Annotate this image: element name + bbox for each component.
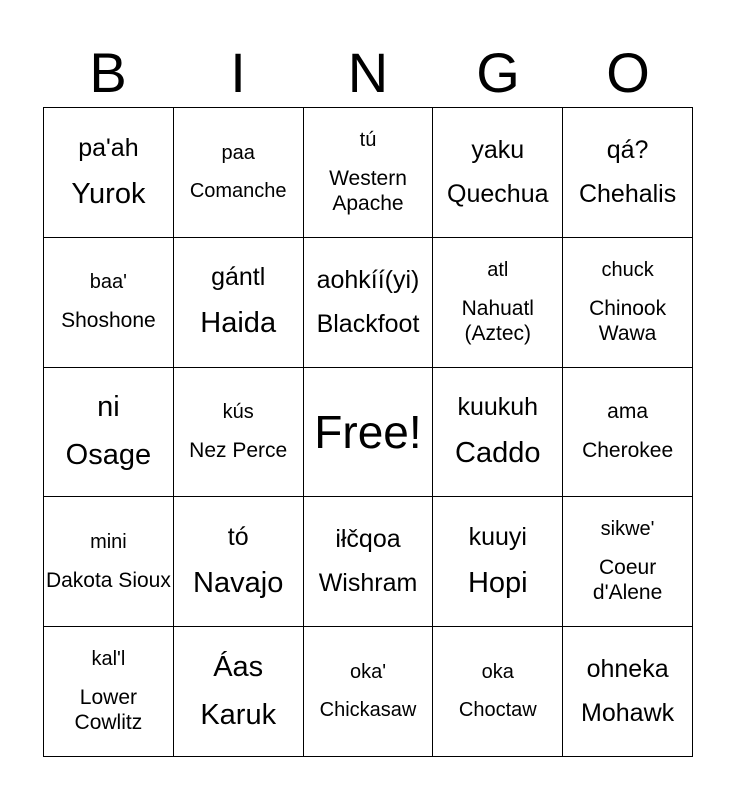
cell-language: Caddo [455,437,541,470]
bingo-cell[interactable] [433,108,563,238]
cell-language: Hopi [467,566,528,599]
cell-language: Coeur d'Alene [592,556,663,605]
bingo-cell[interactable] [563,238,693,368]
cell-word: kuukuh [457,393,539,422]
cell-word: qá? [606,135,649,164]
cell-language: Osage [65,439,152,472]
header-letter-b: B [89,41,127,104]
cell-language: Cherokee [582,439,674,463]
cell-word: atl [487,258,509,281]
cell-word: iłčqoa [335,525,401,554]
header-letter-i: I [230,41,246,104]
cell-language: Comanche [189,179,287,202]
cell-word: ohneka [586,655,669,684]
bingo-cell[interactable] [563,108,693,238]
cell-language: Blackfoot [316,309,420,338]
cell-language: Haida [200,307,277,340]
cell-language: Nez Perce [189,438,288,462]
bingo-cell[interactable] [44,497,174,627]
cell-word: baa' [89,271,127,294]
cell-language: Shoshone [61,309,156,333]
cell-word: Áas [213,650,264,683]
cell-word: paa [221,141,255,164]
bingo-cell[interactable] [44,368,174,498]
cell-word: gántl [211,263,266,292]
cell-word: yaku [471,135,525,164]
bingo-cell[interactable] [304,238,434,368]
cell-word: pa'ah [78,133,139,162]
cell-word: kús [222,400,254,423]
bingo-cell[interactable] [174,497,304,627]
cell-language: Dakota Sioux [45,568,171,592]
cell-language: Chickasaw [319,699,417,722]
bingo-cell[interactable] [174,238,304,368]
cell-language: Karuk [200,698,277,731]
bingo-cell[interactable] [563,627,693,757]
bingo-cell[interactable] [433,497,563,627]
bingo-header [43,38,693,108]
cell-word: oka' [349,661,387,684]
cell-word: sikwe' [600,518,655,541]
bingo-cell[interactable] [433,238,563,368]
cell-language: Choctaw [458,699,537,722]
header-letter-o: O [606,41,650,104]
cell-language: Mohawk [581,699,675,728]
bingo-cell[interactable] [304,497,434,627]
cell-word: oka [481,661,514,684]
cell-word: aohkíí(yi) [316,265,420,294]
header-letter-g: G [476,41,520,104]
cell-language: Wishram [318,569,418,598]
cell-word: kuuyi [468,522,527,551]
bingo-cell[interactable] [44,238,174,368]
cell-language: Chinook Wawa [589,296,667,345]
cell-word: ama [607,400,649,424]
bingo-cell[interactable] [433,368,563,498]
bingo-cell[interactable] [44,108,174,238]
cell-language: Quechua [447,179,549,208]
cell-word: chuck [601,258,654,281]
cell-word: tó [227,522,249,551]
cell-language: Western Apache [329,166,407,215]
free-space-label: Free! [314,405,422,458]
header-letter-n: N [347,41,389,104]
bingo-cell[interactable] [44,627,174,757]
bingo-cell[interactable] [563,368,693,498]
bingo-cell[interactable] [304,627,434,757]
bingo-cell[interactable] [563,497,693,627]
bingo-cell[interactable] [174,368,304,498]
cell-language: Chehalis [578,179,677,208]
cell-language: Lower Cowlitz [74,685,143,735]
cell-word: mini [90,530,127,553]
cell-word: kal'l [91,647,126,670]
bingo-cell[interactable] [433,627,563,757]
cell-language: Yurok [71,177,146,210]
free-space-cell[interactable] [304,368,434,498]
cell-word: ni [97,391,120,424]
cell-language: Navajo [193,566,284,599]
bingo-grid [43,107,693,757]
cell-language: Nahuatl (Aztec) [461,296,534,345]
cell-word: tú [359,128,377,151]
bingo-cell[interactable] [174,108,304,238]
bingo-cell[interactable] [304,108,434,238]
bingo-cell[interactable] [174,627,304,757]
